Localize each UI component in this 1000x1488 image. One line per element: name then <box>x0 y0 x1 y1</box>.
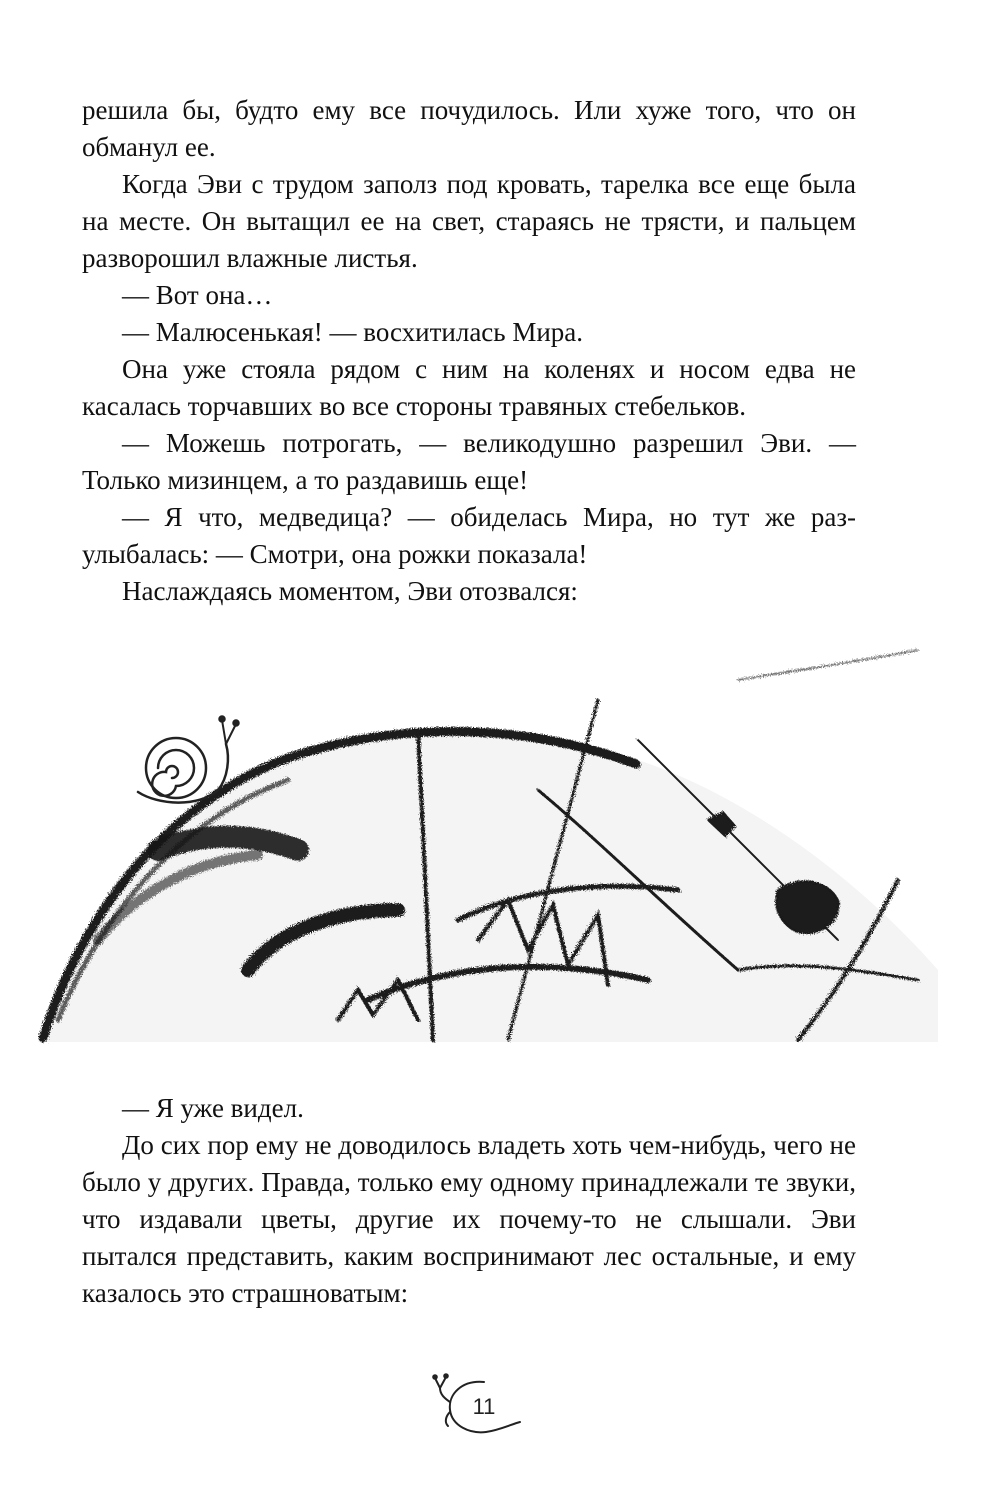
paragraph: — Я уже видел. <box>122 1093 304 1123</box>
paragraph: Она уже стояла рядом с ним на коленях и носом едва не касалась торчавших во все стороны травяных стебельков. <box>82 354 856 421</box>
paragraph: До сих пор ему не доводилось владеть хоть чем-нибудь, чего не было у других. Правда, только ему одному принадлежали те звуки, что издавали цветы, другие их почему-то не слышали. Эви пытался представить, каким воспринимают лес остальные, и ему казалось это страшноватым: <box>82 1130 856 1308</box>
paragraph: — Я что, медведица? — обиделась Мира, но тут же разулыбалась: — Смотри, она рожки показала! <box>82 502 856 569</box>
page-footer <box>420 1372 530 1442</box>
page-number: 11 <box>472 1394 496 1419</box>
paragraph: — Вот она… <box>122 280 273 310</box>
paragraph: — Малюсенькая! — восхитилась Мира. <box>122 317 584 347</box>
paragraph: Наслаждаясь моментом, Эви отозвался: <box>122 576 578 606</box>
paragraph: — Можешь потрогать, — великодушно разрешил Эви. — Только мизинцем, а то раздавишь еще! <box>82 428 856 495</box>
snail-on-plate-illustration <box>38 640 938 1050</box>
text-block-top <box>82 92 856 610</box>
paragraph: Когда Эви с трудом заполз под кровать, тарелка все еще была на месте. Он вытащил ее на свет, стараясь не трясти, и пальцем разворошил влажные листья. <box>82 169 856 273</box>
paragraph: решила бы, будто ему все почудилось. Или хуже того, что он обманул ее. <box>82 95 856 162</box>
text-block-bottom <box>82 1090 856 1312</box>
